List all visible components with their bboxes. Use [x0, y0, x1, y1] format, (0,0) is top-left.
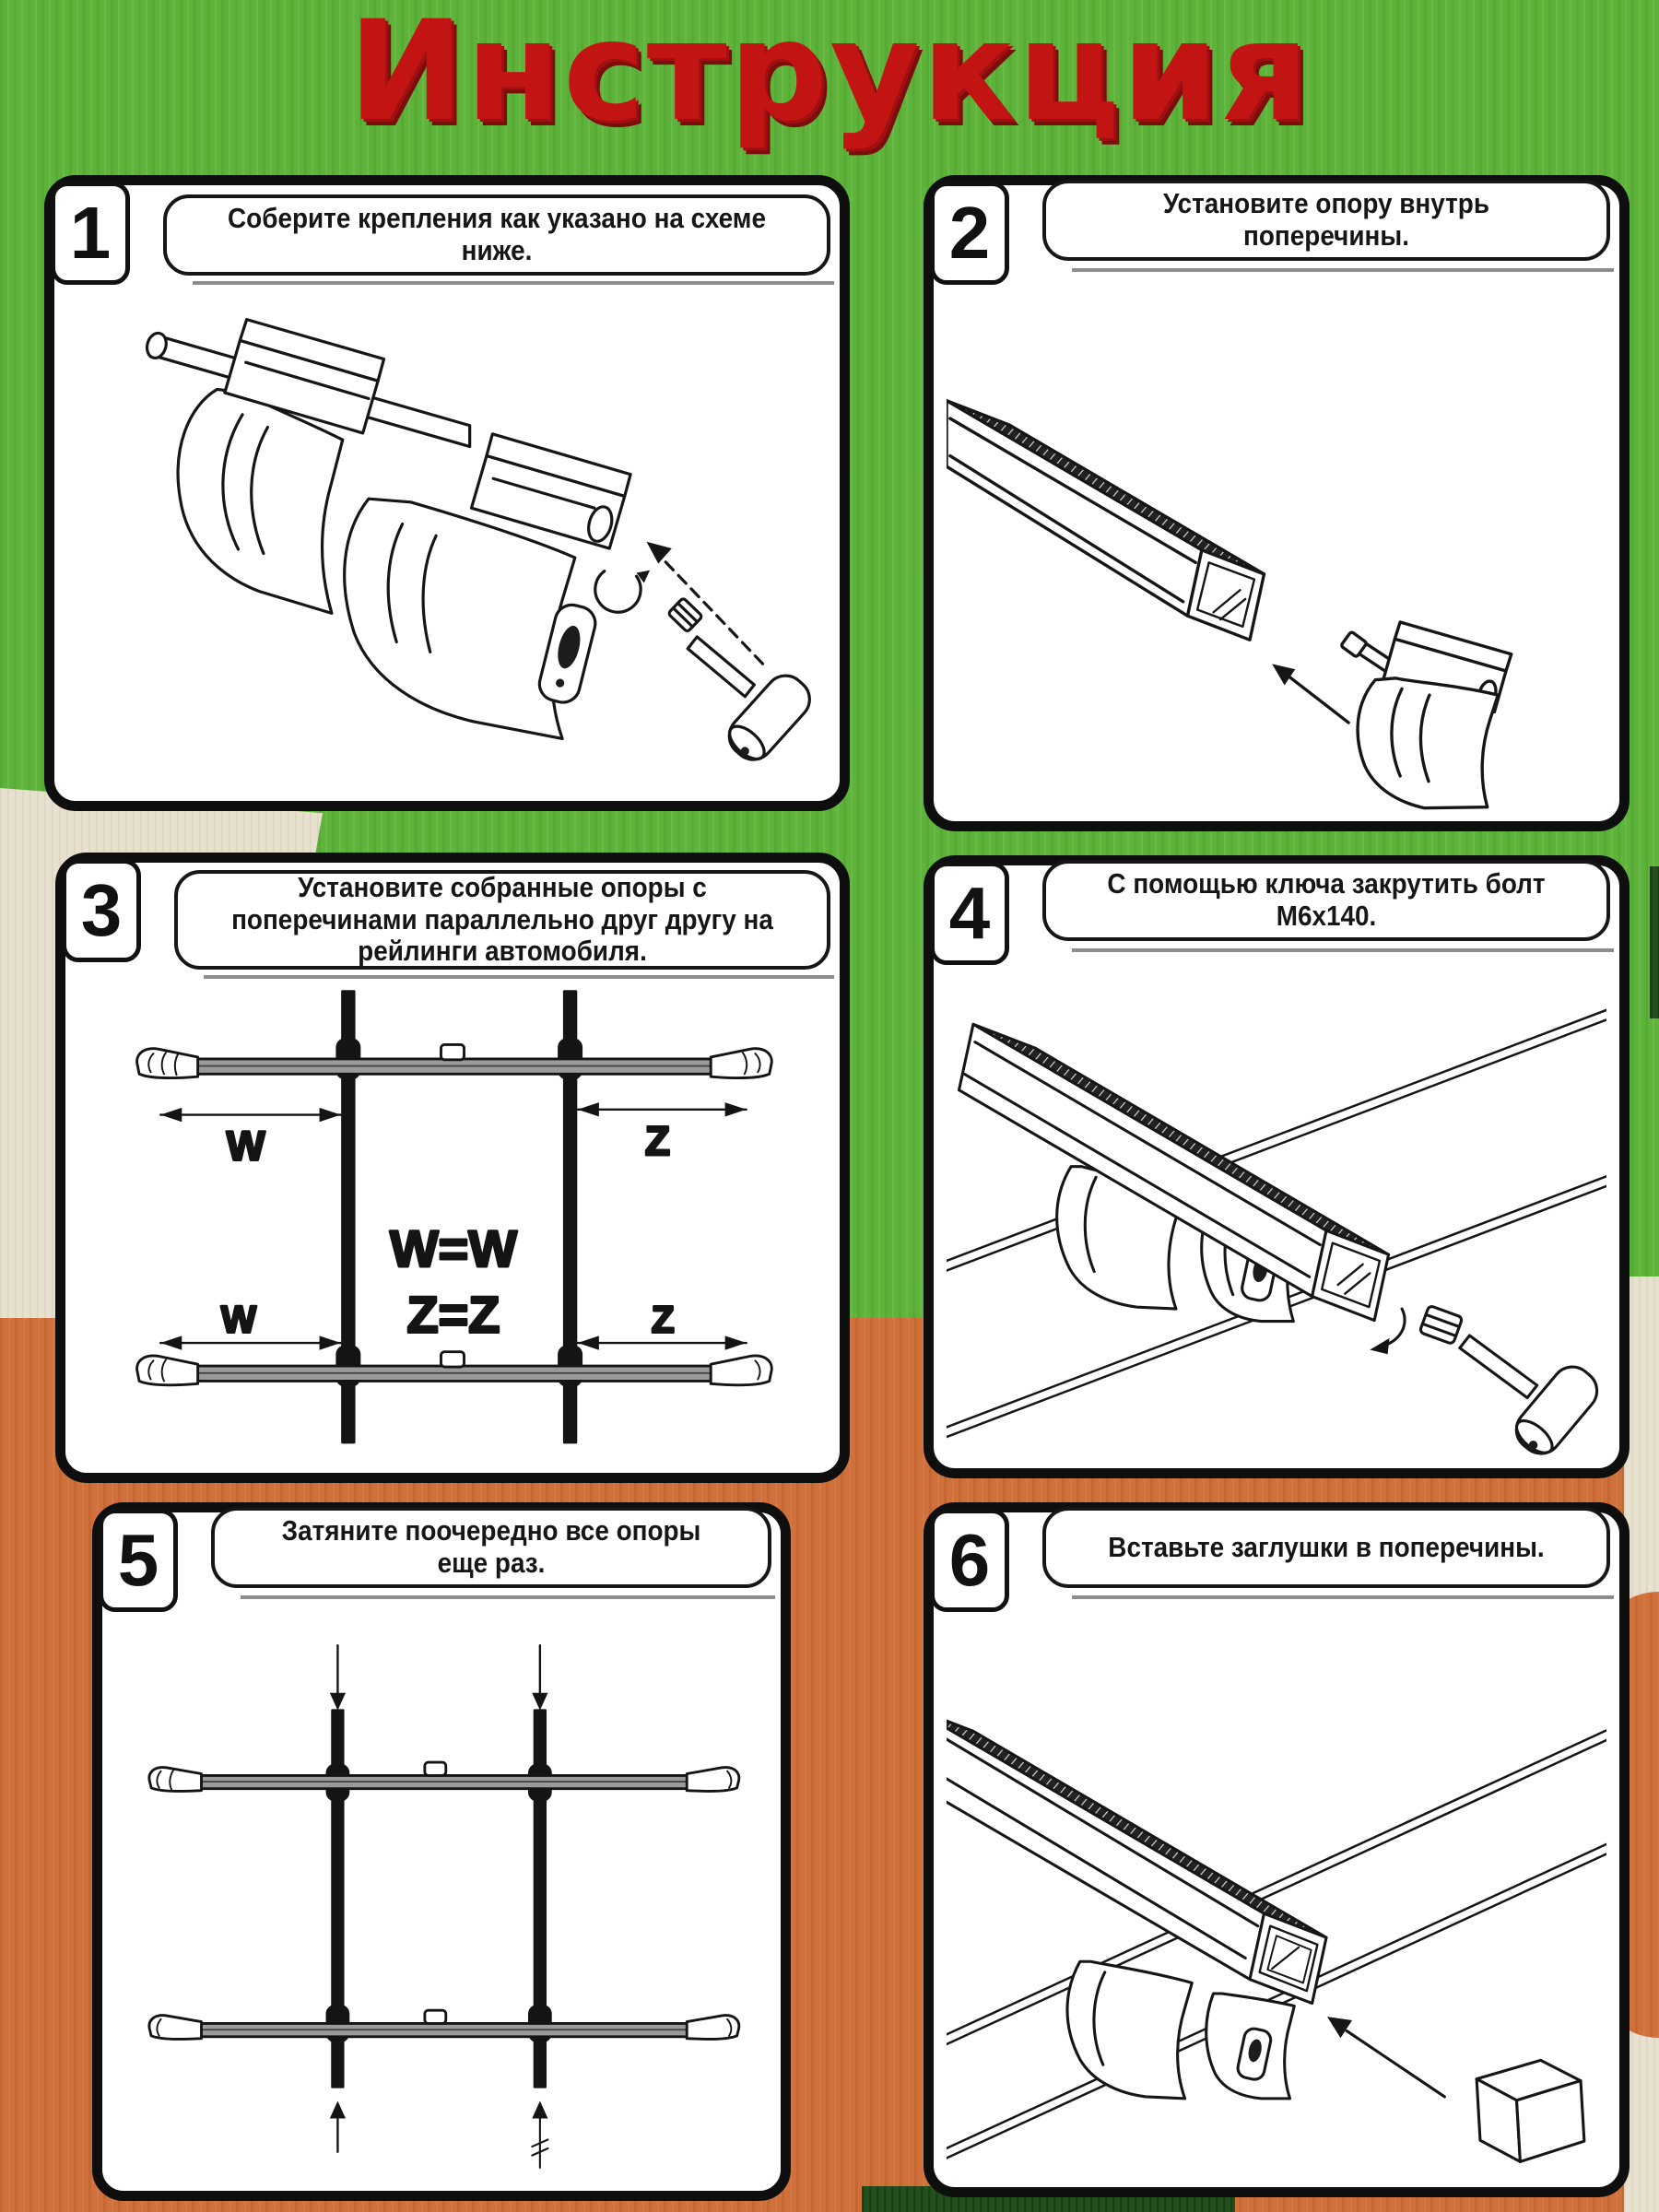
hex-spacer — [668, 598, 703, 632]
step-number-badge — [930, 1509, 1009, 1612]
step-caption-text: Установите опору внутрь поперечины. — [1162, 187, 1490, 252]
end-cap-cube — [1477, 2060, 1584, 2161]
step-caption-text: Затяните поочередно все опоры еще раз. — [281, 1514, 701, 1579]
step-caption — [1042, 180, 1610, 261]
instruction-panel-3 — [55, 853, 850, 1483]
step-caption-text: Соберите крепления как указано на схеме ниже. — [228, 202, 766, 266]
step-caption-text: С помощью ключа закрутить болт М6х140. — [1107, 867, 1546, 932]
press-arrow-top-right — [532, 1645, 547, 1711]
caption-shadow-line — [204, 975, 834, 979]
step-3-illustration — [78, 984, 827, 1464]
caption-shadow-line — [1072, 268, 1614, 272]
step-caption-text: Установите собранные опоры с поперечинами параллельно друг другу на рейлинги автомобиля. — [231, 870, 773, 968]
caption-shadow-line — [1072, 1595, 1614, 1599]
insert-arrow-icon — [1272, 664, 1348, 723]
caption-shadow-line — [1072, 948, 1614, 952]
w-equals-label: W=W — [389, 1219, 517, 1278]
rear-foot — [178, 389, 343, 613]
dimension-w-bottom — [160, 1298, 340, 1349]
caption-shadow-line — [241, 1595, 775, 1599]
poster-title: Инструкция — [347, 0, 1312, 152]
step-number-badge — [99, 1509, 178, 1612]
step-1-illustration — [67, 287, 827, 792]
step-number: 1 — [69, 192, 112, 274]
caption-shadow-line — [193, 281, 834, 285]
rotate-arrow-icon — [595, 571, 650, 612]
step-caption — [211, 1507, 771, 1588]
step-2-illustration — [947, 279, 1606, 812]
press-arrow-bottom-left — [330, 2100, 346, 2151]
svg-text:Z: Z — [651, 1298, 675, 1341]
step-number-badge — [930, 182, 1009, 285]
dark-green-paper-sliver-right — [1650, 866, 1659, 1018]
crossbar-tube-side — [947, 401, 1202, 617]
crossbar-insert-drawing — [947, 279, 1606, 812]
instruction-panel-1 — [44, 175, 850, 811]
press-arrow-top-left — [330, 1645, 346, 1711]
foot-assembly-drawing — [67, 287, 827, 792]
step-number-badge — [62, 859, 141, 962]
instruction-panel-6 — [924, 1502, 1630, 2197]
step-number: 4 — [948, 872, 991, 954]
step-number-badge — [51, 182, 130, 285]
step-caption — [1042, 860, 1610, 941]
step-5-illustration — [115, 1616, 768, 2182]
dimension-w-top — [160, 1108, 340, 1170]
step-caption-text: Вставьте заглушки в поперечины. — [1108, 1530, 1545, 1563]
foot-prong-left — [1067, 1961, 1192, 2099]
step-4-illustration — [947, 959, 1606, 1459]
step-number: 5 — [117, 1519, 159, 1601]
step-number: 6 — [948, 1519, 991, 1601]
instruction-panel-4 — [924, 855, 1630, 1478]
dimension-z-top — [578, 1102, 747, 1164]
instruction-panel-2 — [924, 175, 1630, 831]
front-foot — [345, 499, 575, 738]
bolt-tighten-drawing — [947, 959, 1606, 1459]
step-caption — [1042, 1507, 1610, 1588]
svg-text:Z: Z — [644, 1118, 670, 1164]
crossbar-open-end — [1188, 550, 1265, 640]
step-number: 2 — [948, 192, 991, 274]
z-equals-label: Z=Z — [406, 1285, 500, 1344]
bolt-shaft — [1460, 1335, 1537, 1398]
svg-text:W: W — [226, 1124, 265, 1170]
step-caption — [174, 870, 830, 970]
svg-text:W: W — [220, 1298, 257, 1341]
press-arrow-bottom-right — [532, 2100, 547, 2168]
dimension-z-bottom — [578, 1298, 747, 1349]
spacing-diagram — [78, 984, 827, 1464]
end-cap-drawing — [947, 1606, 1606, 2178]
instruction-panel-5 — [92, 1502, 791, 2201]
tighten-all-diagram — [115, 1616, 768, 2182]
step-caption — [163, 194, 830, 276]
step-number-badge — [930, 862, 1009, 965]
insert-arrow-icon — [1327, 2017, 1444, 2097]
step-number: 3 — [80, 869, 123, 951]
step-6-illustration — [947, 1606, 1606, 2178]
bolt-hex-head — [1419, 1305, 1463, 1344]
